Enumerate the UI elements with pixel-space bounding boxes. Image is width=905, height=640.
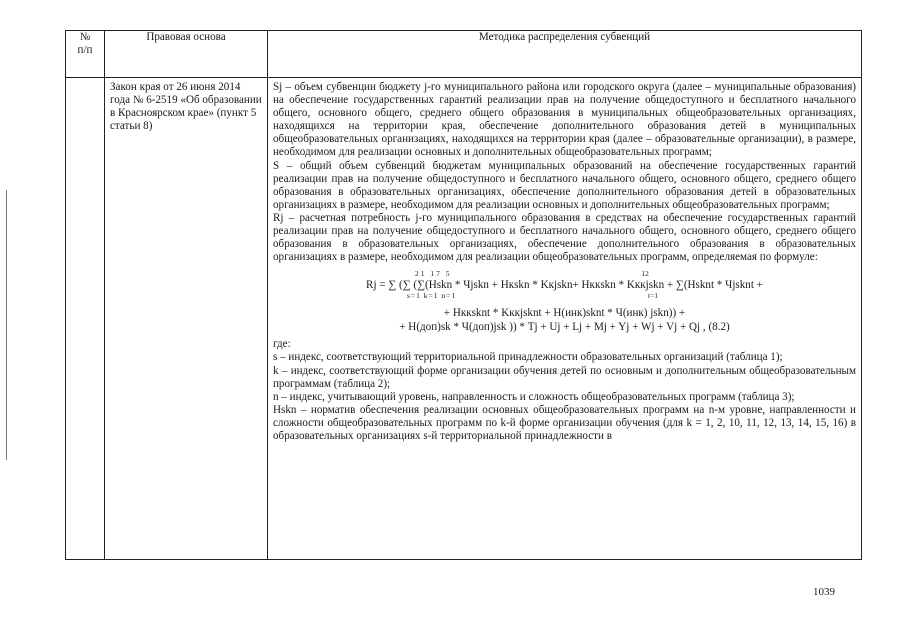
paragraph-rj: Rj – расчетная потребность j-го муниципального образования в средствах на обеспечение государственных гарантий реализации прав на получение общедоступного и бесплатного начального общего, основного общего, среднего общего образования в образовательных организациях, обеспечение дополнительного образования в образовательных организациях в размере, необходимом для реализации общеобразовательных программ, определяемая по формуле: — [273, 211, 856, 264]
table-header-row — [66, 31, 862, 78]
definition-k: k – индекс, соответствующий форме организации обучения детей по основным и дополнительным общеобразовательным программам (таблица 2); — [273, 364, 856, 390]
document-page — [65, 30, 862, 560]
header-number: № п/п — [66, 31, 105, 78]
row-number — [66, 78, 105, 560]
row-methodology — [268, 78, 862, 560]
paragraph-s: S – общий объем субвенций бюджетам муниципальных образований на обеспечение государственных гарантий реализации прав на получение общедоступного и бесплатного начального общего, основного общего, среднего общего образования в образовательных организациях, обеспечение дополнительного образования детей в образовательных организациях в размере, необходимом для реализации основных и дополнительных общеобразовательных программ; — [273, 159, 856, 211]
where-label: где: — [273, 338, 291, 351]
page-number: 1039 — [813, 586, 835, 598]
formula-limits-bottom-right: t=1 — [647, 291, 659, 301]
legal-basis-text: Закон края от 26 июня 2014 года № 6-2519 «Об образовании в Красноярском крае» (пункт 5 статьи 8) — [110, 81, 262, 133]
formula-limits-top: 21 17 5 — [415, 269, 452, 279]
scan-margin-line — [6, 190, 7, 460]
paragraph-sj: Sj – объем субвенции бюджету j-го муниципального района или городского округа (далее – муниципальные образования) на обеспечение государственных гарантий реализации прав на получение общедоступного и бесплатного начального общего, основного общего, среднего общего образования в муниципальных общеобразовательных организациях, находящихся на территории края, обеспечение дополнительного образования детей в муниципальных общеобразовательных организациях, находящихся на территории края (далее – образовательные организации), в размере, необходимом для реализации основных и дополнительных общеобразовательных программ; — [273, 81, 856, 159]
header-legal-basis: Правовая основа — [105, 31, 268, 78]
formula-limits-top-right: 12 — [641, 269, 649, 279]
row-legal-basis — [105, 78, 268, 560]
header-methodology: Методика распределения субвенций — [268, 31, 862, 78]
formula-limits-bottom: s=1 k=1 n=1 — [407, 291, 457, 301]
formula-line-3: + H(доп)sk * Ч(доп)jsk )) * Tj + Uj + Lj + Mj + Yj + Wj + Vj + Qj , (8.2) — [399, 321, 730, 334]
formula-line-2: + Hккsknt * Kккjsknt + H(инк)sknt * Ч(инк) jskn)) + — [443, 307, 686, 320]
definition-n: n – индекс, учитывающий уровень, направленность и сложность общеобразовательных программ (таблица 3); — [273, 390, 795, 403]
formula-8-2 — [273, 270, 856, 334]
formula-line-1: Rj = ∑ (∑ (∑(Hskn * Чjskn + Hкskn * Kкjskn+ Hккskn * Kккjskn + ∑(Hsknt * Чjsknt + — [366, 279, 763, 292]
definition-hskn: Hskn – норматив обеспечения реализации основных общеобразовательных программ на n-м уровне, направленности и сложности общеобразовательных программ по k-й форме организации обучения (для k = 1, 2, 10, 11, 12, 13, 14, 15, 16) в образовательных организациях s-й территориальной принадлежности в — [273, 403, 856, 442]
table-row — [66, 78, 862, 560]
definition-s: s – индекс, соответствующий территориальной принадлежности образовательных организаций (таблица 1); — [273, 351, 783, 364]
subsidy-table — [65, 30, 862, 560]
